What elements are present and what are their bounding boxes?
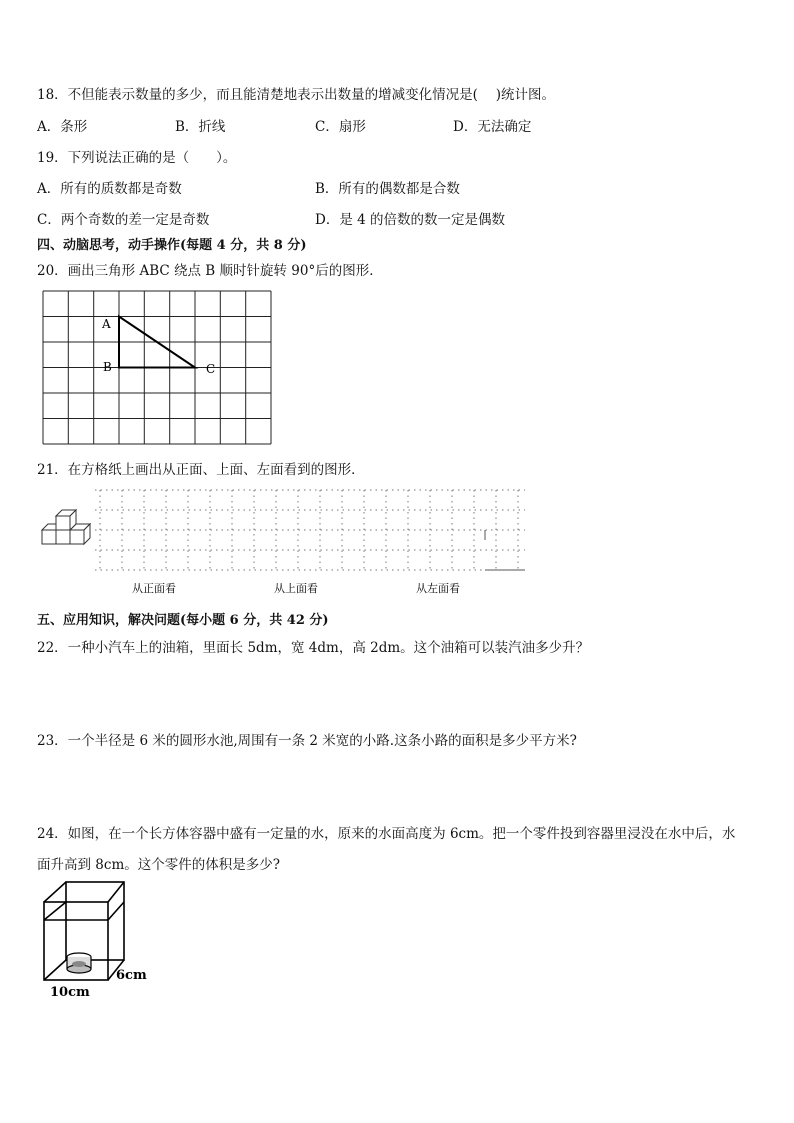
cube-stack-icon xyxy=(42,510,90,544)
rotation-grid-figure xyxy=(40,288,276,448)
q18-option-b: B．折线 xyxy=(175,119,226,135)
caption-left-view: 从左面看 xyxy=(416,582,460,595)
label-c: C xyxy=(206,362,216,376)
caption-front-view: 从正面看 xyxy=(132,582,176,595)
label-b: B xyxy=(103,360,112,374)
container-figure xyxy=(40,878,160,1004)
label-a: A xyxy=(102,317,111,331)
question-23-text: 23．一个半径是 6 米的圆形水池,周围有一条 2 米宽的小路.这条小路的面积是多少平方米? xyxy=(37,733,577,749)
q19-option-b: B．所有的偶数都是合数 xyxy=(315,181,460,197)
section-4-title: 四、动脑思考，动手操作(每题 4 分，共 8 分) xyxy=(37,238,307,253)
views-figure xyxy=(40,484,530,600)
question-24-line-2: 面升高到 8cm。这个零件的体积是多少? xyxy=(37,857,280,873)
q18-option-d: D．无法确定 xyxy=(453,119,532,135)
dim-width: 10cm xyxy=(50,985,90,1000)
question-20-text: 20．画出三角形 ABC 绕点 B 顺时针旋转 90°后的图形． xyxy=(37,263,383,279)
question-19-text: 19．下列说法正确的是（ ）。 xyxy=(37,150,237,166)
dim-depth: 6cm xyxy=(116,968,147,983)
caption-top-view: 从上面看 xyxy=(274,582,318,595)
q19-option-d: D．是 4 的倍数的数一定是偶数 xyxy=(315,212,505,228)
q18-option-a: A．条形 xyxy=(37,119,88,135)
question-21-text: 21．在方格纸上画出从正面、上面、左面看到的图形． xyxy=(37,462,365,478)
question-18-text: 18．不但能表示数量的多少，而且能清楚地表示出数量的增减变化情况是( )统计图。 xyxy=(37,87,556,103)
section-5-title: 五、应用知识，解决问题(每小题 6 分，共 42 分) xyxy=(37,613,329,628)
part-cylinder-icon xyxy=(67,953,91,973)
q18-option-c: C．扇形 xyxy=(315,119,366,135)
question-24-line-1: 24．如图，在一个长方体容器中盛有一定量的水，原来的水面高度为 6cm。把一个零件投到容器里浸没在水中后，水 xyxy=(37,826,736,842)
question-22-text: 22．一种小汽车上的油箱，里面长 5dm，宽 4dm，高 2dm。这个油箱可以装汽油多少升？ xyxy=(37,640,590,656)
q19-option-c: C．两个奇数的差一定是奇数 xyxy=(37,212,210,228)
q19-option-a: A．所有的质数都是奇数 xyxy=(37,181,182,197)
